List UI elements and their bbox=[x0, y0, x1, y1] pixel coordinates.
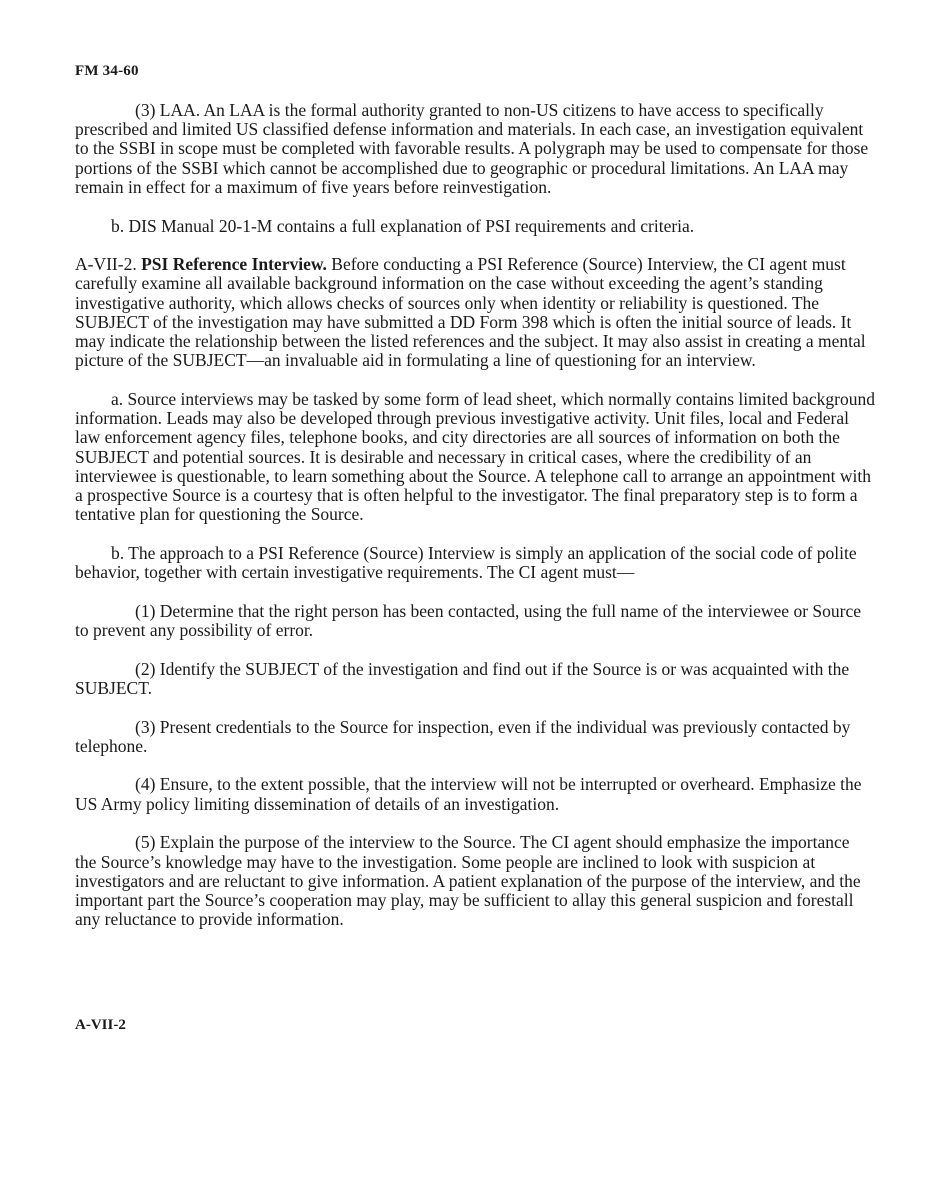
section-text: Before conducting a PSI Reference (Source) Interview, the CI agent must carefully examine all available background information on the case without exceeding the agent’s standing investigative authority, which allows checks of sources only when identity or reliability is questioned. The SUBJECT of the investigation may have submitted a DD Form 398 which is often the initial source of leads. It may indicate the relationship between the listed references and the subject. It may also assist in creating a mental picture of the SUBJECT—an invaluable aid in formulating a line of questioning for an interview. bbox=[75, 254, 866, 371]
section-heading: PSI Reference Interview. bbox=[141, 254, 327, 275]
paragraph-psi-reference-interview bbox=[75, 255, 875, 370]
paragraph-b4: (4) Ensure, to the extent possible, that the interview will not be interrupted or overheard. Emphasize the US Army policy limiting dissemination of details of an investigation. bbox=[75, 774, 862, 814]
section-number: A-VII-2. bbox=[75, 254, 137, 275]
page-number-footer: A-VII-2 bbox=[75, 1017, 126, 1033]
paragraph-dis-manual: b. DIS Manual 20-1-M contains a full explanation of PSI requirements and criteria. bbox=[111, 215, 695, 236]
paragraph-b1: (1) Determine that the right person has been contacted, using the full name of the interviewee or Source to prevent any possibility of error. bbox=[75, 600, 861, 640]
paragraph-b3: (3) Present credentials to the Source for inspection, even if the individual was previously contacted by telephone. bbox=[75, 716, 851, 756]
document-id-header: FM 34-60 bbox=[75, 63, 139, 79]
paragraph-b2: (2) Identify the SUBJECT of the investigation and find out if the Source is or was acquainted with the SUBJECT. bbox=[75, 658, 850, 698]
paragraph-a: a. Source interviews may be tasked by some form of lead sheet, which normally contains limited background information. Leads may also be developed through previous investigative activity. Unit files, local and Federal law enforcement agency files, telephone books, and city directories are all sources of information on both the SUBJECT and potential sources. It is desirable and necessary in critical cases, where the credibility of an interviewee is questionable, to learn something about the Source. A telephone call to arrange an appointment with a prospective Source is a courtesy that is often helpful to the investigator. The final preparatory step is to form a tentative plan for questioning the Source. bbox=[75, 388, 875, 525]
paragraph-laa: (3) LAA. An LAA is the formal authority granted to non-US citizens to have access to specifically prescribed and limited US classified defense information and materials. In each case, an investigation equivalent to the SSBI in scope must be completed with favorable results. A polygraph may be used to compensate for those portions of the SSBI which cannot be accomplished due to geographic or procedural limitations. An LAA may remain in effect for a maximum of five years before reinvestigation. bbox=[75, 100, 869, 197]
paragraph-b: b. The approach to a PSI Reference (Source) Interview is simply an application of the social code of polite behavior, together with certain investigative requirements. The CI agent must— bbox=[75, 542, 857, 583]
document-body bbox=[75, 101, 875, 949]
document-page bbox=[75, 0, 875, 1201]
paragraph-b5: (5) Explain the purpose of the interview to the Source. The CI agent should emphasize the importance the Source’s knowledge may have to the investigation. Some people are inclined to look with suspicion at investigators and are reluctant to give information. A patient explanation of the purpose of the interview, and the important part the Source’s cooperation may play, may be sufficient to allay this general suspicion and forestall any reluctance to provide information. bbox=[75, 832, 861, 930]
